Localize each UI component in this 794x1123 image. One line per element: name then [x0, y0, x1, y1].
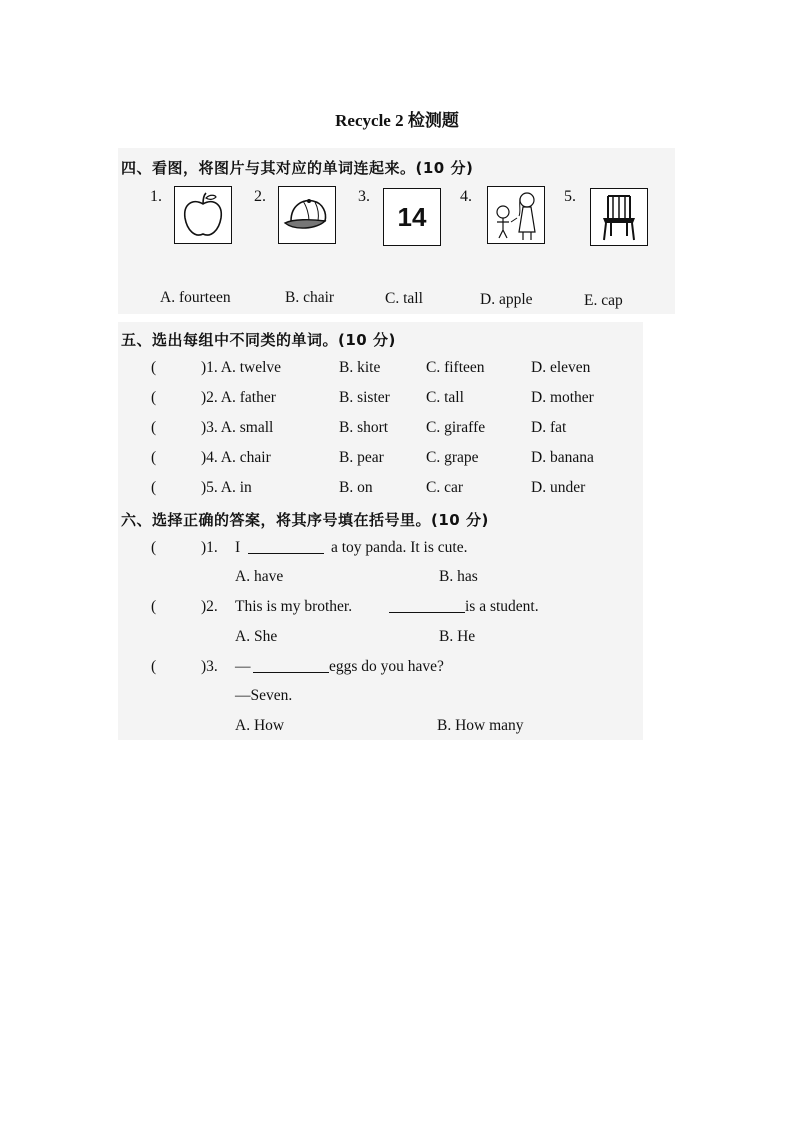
apple-icon [174, 186, 232, 244]
picture-number: 3. [358, 188, 370, 205]
question-number: )1. [201, 539, 218, 556]
option-a: )2. A. father [201, 389, 276, 406]
option-c: C. car [426, 479, 464, 496]
question-text-end: is a student. [465, 598, 539, 615]
answer-blank[interactable] [253, 658, 329, 678]
question-number: )2. [201, 598, 218, 615]
dialog-answer-text: —Seven. [235, 687, 293, 704]
option-b: B. sister [339, 389, 390, 406]
option-b: B. on [339, 479, 373, 496]
chair-icon [590, 188, 648, 246]
answer-blank[interactable] [389, 598, 465, 618]
picture-number: 1. [150, 188, 162, 205]
answer-paren[interactable]: ( [151, 658, 157, 675]
answer-paren[interactable]: ( [151, 449, 157, 466]
option-d: D. fat [531, 419, 567, 436]
option-d: D. mother [531, 389, 594, 406]
option-c: C. tall [426, 389, 464, 406]
answer-paren[interactable]: ( [151, 598, 157, 615]
option-b: B. chair [285, 289, 335, 306]
picture-number: 5. [564, 188, 576, 205]
option-a: )4. A. chair [201, 449, 271, 466]
option-a: )1. A. twelve [201, 359, 282, 376]
page-title: Recycle 2 检测题 [335, 111, 459, 130]
number-card [383, 188, 441, 246]
option-a: A. have [235, 568, 284, 585]
option-c: C. fifteen [426, 359, 485, 376]
answer-paren[interactable]: ( [151, 539, 157, 556]
section5-heading: 五、选出每组中不同类的单词。(10 分) [121, 331, 396, 349]
cap-icon [278, 186, 336, 244]
option-a: A. How [235, 717, 285, 734]
answer-blank[interactable] [248, 539, 324, 559]
picture-number: 4. [460, 188, 472, 205]
option-c: C. tall [385, 290, 423, 307]
option-a: A. fourteen [160, 289, 231, 306]
option-d: D. under [531, 479, 586, 496]
option-d: D. apple [480, 291, 533, 308]
question-text-end: eggs do you have? [329, 658, 444, 675]
section6-heading: 六、选择正确的答案，将其序号填在括号里。(10 分) [121, 511, 489, 529]
option-b: B. He [439, 628, 476, 645]
question-number: )3. [201, 658, 218, 675]
question-text-start: This is my brother. [235, 598, 353, 615]
answer-paren[interactable]: ( [151, 479, 157, 496]
option-d: D. banana [531, 449, 594, 466]
question-text-end: a toy panda. It is cute. [331, 539, 468, 556]
option-b: B. short [339, 419, 389, 436]
question-text-start: — [235, 658, 251, 675]
option-a: A. She [235, 628, 278, 645]
number-card-text: 14 [397, 201, 427, 232]
option-a: )5. A. in [201, 479, 252, 496]
question-text-start: I [235, 539, 241, 556]
option-b: B. pear [339, 449, 384, 466]
picture-number: 2. [254, 188, 266, 205]
option-b: B. kite [339, 359, 381, 376]
option-d: D. eleven [531, 359, 591, 376]
tall-short-kids-icon [487, 186, 545, 244]
answer-paren[interactable]: ( [151, 419, 157, 436]
section4-heading: 四、看图，将图片与其对应的单词连起来。(10 分) [121, 159, 474, 177]
option-c: C. giraffe [426, 419, 486, 436]
option-e: E. cap [584, 292, 623, 309]
answer-paren[interactable]: ( [151, 389, 157, 406]
option-a: )3. A. small [201, 419, 274, 436]
option-b: B. How many [437, 717, 524, 734]
option-c: C. grape [426, 449, 479, 466]
option-b: B. has [439, 568, 478, 585]
answer-paren[interactable]: ( [151, 359, 157, 376]
